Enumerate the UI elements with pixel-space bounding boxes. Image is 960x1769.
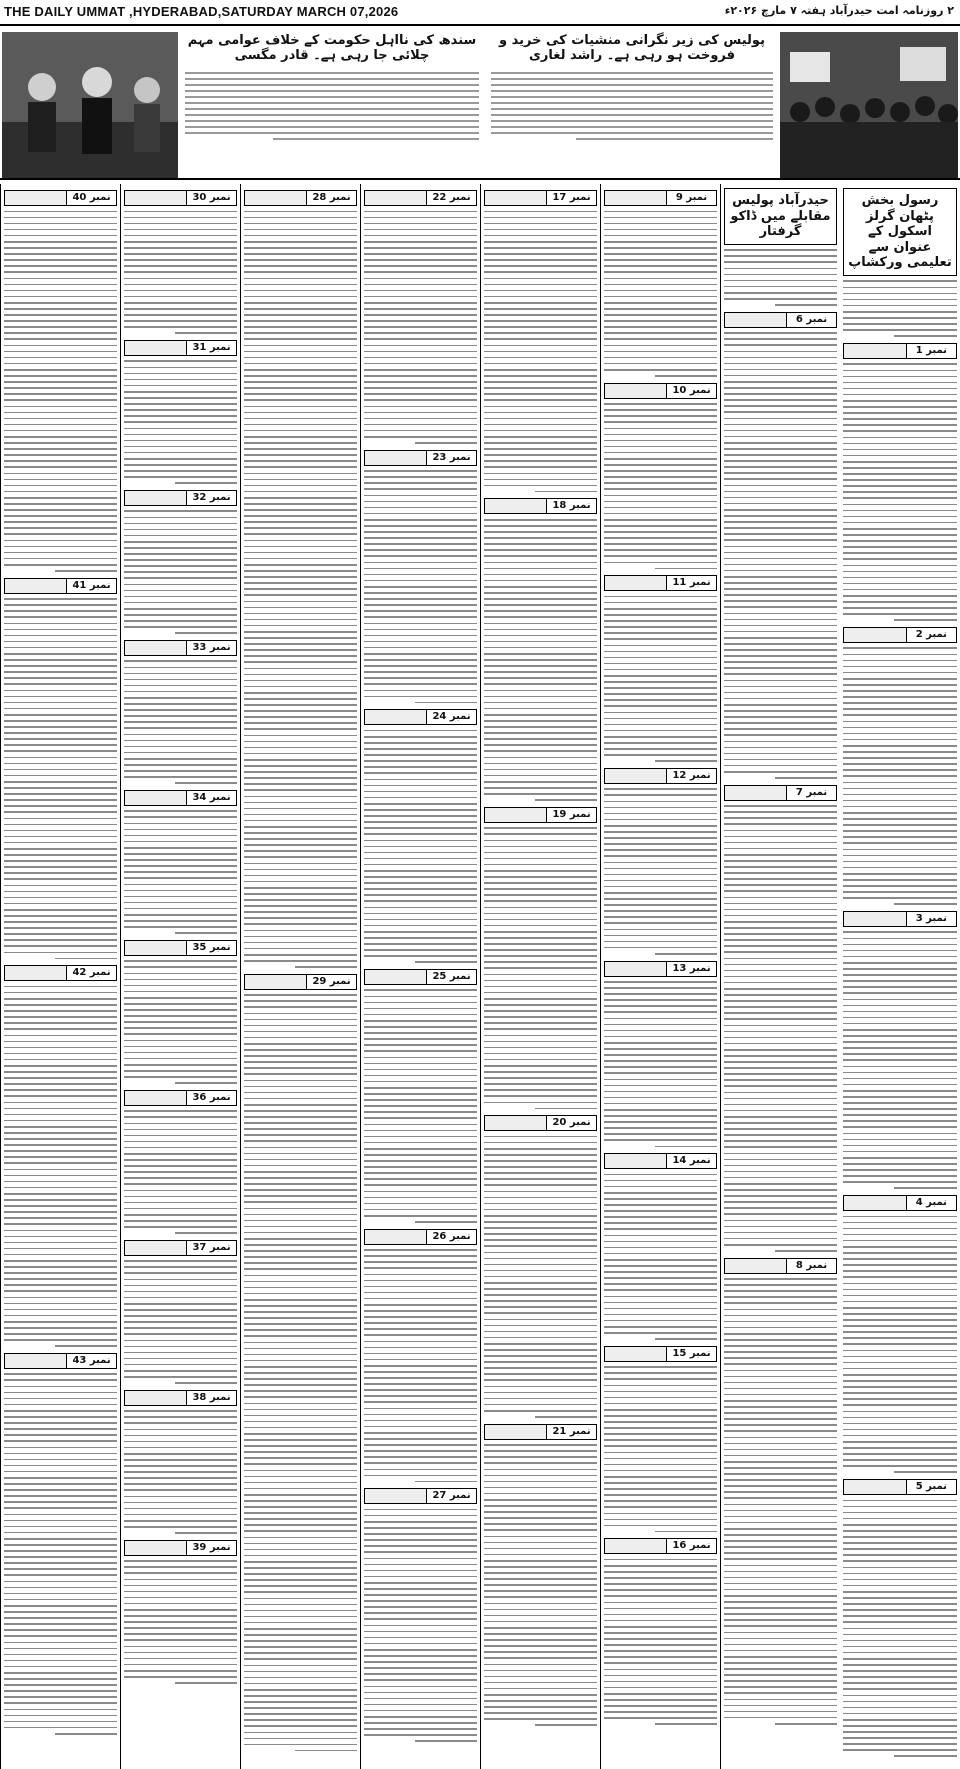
legal-notice [604, 190, 717, 377]
legal-notice [604, 1346, 717, 1533]
notice-number-tag [484, 498, 597, 514]
notice-court-label [365, 970, 426, 984]
notice-number: نمبر 9 [666, 191, 716, 205]
notice-body-text [124, 510, 237, 633]
masthead-title-urdu: ۲ روزنامہ امت حیدرآباد ہفتہ ۷ مارچ ۲۰۲۶ء [724, 4, 954, 17]
notice-number: نمبر 28 [306, 191, 356, 205]
notice-columns [0, 184, 960, 1769]
notice-body-text [124, 1260, 237, 1383]
notice-body-text [364, 1509, 477, 1742]
notice-number-tag [364, 709, 477, 725]
notice-number: نمبر 26 [426, 1230, 476, 1244]
notice-number-tag [604, 1538, 717, 1554]
legal-notice [604, 1538, 717, 1725]
photo-image-icon [2, 32, 178, 178]
notice-number-tag [124, 1540, 237, 1556]
masthead-title-english: THE DAILY UMMAT ,HYDERABAD,SATURDAY MARCH 07,2026 [4, 4, 399, 19]
masthead-bar [0, 0, 960, 26]
top-story-left [182, 32, 482, 178]
notice-number-tag [604, 575, 717, 591]
legal-notice [484, 1424, 597, 1726]
notice-court-label [365, 191, 426, 205]
notice-court-label [365, 451, 426, 465]
notice-number-tag [604, 190, 717, 206]
column-headline-box [843, 188, 957, 276]
notice-number: نمبر 31 [186, 341, 236, 355]
notice-court-label [125, 791, 186, 805]
notice-number-tag [604, 961, 717, 977]
notice-body-text [364, 989, 477, 1222]
notice-number: نمبر 42 [66, 966, 116, 980]
notice-number: نمبر 3 [906, 912, 956, 926]
notice-body-text [124, 1560, 237, 1683]
notice-number: نمبر 4 [906, 1196, 956, 1210]
notice-number-tag [124, 940, 237, 956]
notice-body-text [484, 1444, 597, 1726]
notice-number-tag [124, 190, 237, 206]
notice-body-text [4, 211, 117, 572]
notice-number-tag [244, 974, 357, 990]
notice-number-tag [604, 1153, 717, 1169]
notice-number: نمبر 36 [186, 1091, 236, 1105]
notice-number-tag [244, 190, 357, 206]
notice-number-tag [843, 627, 957, 643]
notice-number: نمبر 2 [906, 628, 956, 642]
notice-body-text [604, 1174, 717, 1340]
notice-body-text [364, 470, 477, 703]
notice-number: نمبر 37 [186, 1241, 236, 1255]
legal-notice [124, 340, 237, 484]
notice-number-tag [364, 1229, 477, 1245]
notice-number-tag [124, 640, 237, 656]
legal-notice [364, 1229, 477, 1483]
legal-notice [124, 1540, 237, 1684]
notice-court-label [725, 786, 786, 800]
notice-number: نمبر 12 [666, 769, 716, 783]
legal-notice [364, 709, 477, 963]
legal-notice [843, 1479, 957, 1757]
legal-notice [843, 343, 957, 621]
notice-body-text [484, 519, 597, 801]
notice-body-text [364, 1249, 477, 1482]
legal-notice [484, 807, 597, 1109]
legal-notice [124, 190, 237, 334]
notice-body-text [843, 647, 957, 905]
notice-column [120, 184, 240, 1769]
notice-court-label [125, 491, 186, 505]
notice-body-text [484, 211, 597, 493]
notice-number: نمبر 39 [186, 1541, 236, 1555]
notice-court-label [844, 628, 906, 642]
notice-column [480, 184, 600, 1769]
notice-body-text [4, 986, 117, 1347]
notice-body-text [604, 1366, 717, 1532]
legal-notice [364, 969, 477, 1223]
notice-court-label [485, 191, 546, 205]
notice-number-tag [843, 1195, 957, 1211]
column-headline: حیدرآباد پولیس مقابلے میں ڈاکو گرفتار [730, 193, 831, 240]
notice-number: نمبر 27 [426, 1489, 476, 1503]
notice-body-text [484, 1136, 597, 1418]
notice-body-text [244, 994, 357, 1751]
notice-number-tag [484, 1115, 597, 1131]
legal-notice [364, 1488, 477, 1742]
notice-court-label [125, 1391, 186, 1405]
notice-court-label [5, 191, 66, 205]
notice-number: نمبر 13 [666, 962, 716, 976]
notice-court-label [844, 344, 906, 358]
legal-notice [4, 578, 117, 960]
legal-notice [604, 768, 717, 955]
notice-body-text [604, 596, 717, 762]
notice-number: نمبر 8 [786, 1259, 836, 1273]
notice-court-label [245, 975, 306, 989]
notice-court-label [125, 1541, 186, 1555]
notice-number-tag [124, 340, 237, 356]
legal-notice [124, 490, 237, 634]
notice-number-tag [4, 965, 117, 981]
notice-number: نمبر 15 [666, 1347, 716, 1361]
notice-body-text [724, 332, 837, 778]
legal-notice [124, 790, 237, 934]
notice-number: نمبر 24 [426, 710, 476, 724]
legal-notice [124, 1390, 237, 1534]
news-photo-left [2, 32, 178, 178]
notice-number-tag [604, 768, 717, 784]
notice-body-text [124, 660, 237, 783]
notice-court-label [605, 962, 666, 976]
notice-number: نمبر 14 [666, 1154, 716, 1168]
notice-body-text [724, 805, 837, 1251]
column-headline: رسول بخش پٹھان گرلز اسکول کے عنوان سے تعلیمی ورکشاپ [848, 193, 952, 271]
notice-number-tag [724, 1258, 837, 1274]
top-news-band [0, 30, 960, 180]
legal-notice [724, 312, 837, 779]
notice-body-text [484, 827, 597, 1109]
notice-number: نمبر 25 [426, 970, 476, 984]
notice-number-tag [484, 1424, 597, 1440]
notice-column [840, 184, 960, 1769]
notice-column [720, 184, 840, 1769]
notice-number-tag [124, 1090, 237, 1106]
notice-court-label [605, 1154, 666, 1168]
notice-court-label [605, 384, 666, 398]
notice-column [600, 184, 720, 1769]
legal-notice [843, 1195, 957, 1473]
notice-body-text [4, 598, 117, 959]
notice-number: نمبر 21 [546, 1425, 596, 1439]
notice-body-text [604, 788, 717, 954]
notice-body-text [604, 981, 717, 1147]
legal-notice [244, 190, 357, 968]
notice-court-label [5, 579, 66, 593]
notice-court-label [365, 1230, 426, 1244]
notice-number-tag [124, 490, 237, 506]
notice-body-text [604, 211, 717, 377]
notice-number: نمبر 29 [306, 975, 356, 989]
photo-image-icon [780, 32, 958, 178]
notice-number-tag [843, 911, 957, 927]
notice-number-tag [843, 343, 957, 359]
notice-court-label [844, 1196, 906, 1210]
notice-number-tag [4, 578, 117, 594]
notice-court-label [605, 769, 666, 783]
top-story-right [488, 32, 776, 178]
notice-number: نمبر 10 [666, 384, 716, 398]
notice-body-text [604, 403, 717, 569]
notice-court-label [485, 808, 546, 822]
notice-number-tag [4, 190, 117, 206]
top-story-title: سندھ کی نااہل حکومت کے خلاف عوامی مہم چلائی جا رہی ہے۔ قادر مگسی [187, 33, 477, 63]
notice-number: نمبر 19 [546, 808, 596, 822]
legal-notice [364, 450, 477, 704]
notice-number-tag [843, 1479, 957, 1495]
top-story-title: پولیس کی زیر نگرانی منشیات کی خرید و فروخت ہو رہی ہے۔ راشد لغاری [499, 33, 765, 63]
legal-notice [364, 190, 477, 444]
notice-number-tag [364, 1488, 477, 1504]
legal-notice [124, 640, 237, 784]
notice-number: نمبر 11 [666, 576, 716, 590]
notice-court-label [125, 1241, 186, 1255]
legal-notice [604, 1153, 717, 1340]
notice-court-label [485, 499, 546, 513]
notice-number-tag [364, 190, 477, 206]
notice-number: نمبر 34 [186, 791, 236, 805]
notice-number: نمبر 33 [186, 641, 236, 655]
notice-number-tag [724, 312, 837, 328]
notice-body-text [4, 1373, 117, 1734]
column-headline-box [724, 188, 837, 245]
notice-number-tag [4, 1353, 117, 1369]
notice-court-label [725, 313, 786, 327]
notice-number-tag [484, 190, 597, 206]
notice-body-text [124, 810, 237, 933]
notice-number-tag [484, 807, 597, 823]
notice-body-text [843, 931, 957, 1189]
notice-body-text [724, 1278, 837, 1724]
notice-column [240, 184, 360, 1769]
notice-number: نمبر 40 [66, 191, 116, 205]
legal-notice [124, 1240, 237, 1384]
notice-number-tag [364, 969, 477, 985]
notice-body-text [124, 211, 237, 334]
notice-court-label [125, 191, 186, 205]
notice-body-text [364, 730, 477, 963]
notice-court-label [125, 641, 186, 655]
notice-number: نمبر 35 [186, 941, 236, 955]
legal-notice [124, 1090, 237, 1234]
legal-notice [4, 1353, 117, 1735]
notice-body-text [843, 1500, 957, 1758]
notice-court-label [605, 576, 666, 590]
notice-number: نمبر 41 [66, 579, 116, 593]
notice-court-label [125, 941, 186, 955]
notice-court-label [725, 1259, 786, 1273]
notice-number: نمبر 43 [66, 1354, 116, 1368]
notice-court-label [245, 191, 306, 205]
notice-court-label [485, 1425, 546, 1439]
notice-court-label [5, 1354, 66, 1368]
notice-column [0, 184, 120, 1769]
notice-court-label [605, 191, 666, 205]
legal-notice [484, 498, 597, 800]
notice-body-text [124, 960, 237, 1083]
notice-number: نمبر 30 [186, 191, 236, 205]
notice-body-text [843, 363, 957, 621]
legal-notice [724, 1258, 837, 1725]
notice-number: نمبر 22 [426, 191, 476, 205]
notice-court-label [5, 966, 66, 980]
notice-number-tag [124, 790, 237, 806]
notice-number-tag [604, 1346, 717, 1362]
notice-court-label [365, 710, 426, 724]
notice-number-tag [364, 450, 477, 466]
notice-body-text [604, 1559, 717, 1725]
legal-notice [724, 785, 837, 1252]
notice-court-label [125, 341, 186, 355]
notice-court-label [485, 1116, 546, 1130]
notice-number: نمبر 20 [546, 1116, 596, 1130]
notice-number-tag [124, 1240, 237, 1256]
legal-notice [244, 974, 357, 1752]
legal-notice [604, 575, 717, 762]
notice-number: نمبر 38 [186, 1391, 236, 1405]
notice-number: نمبر 5 [906, 1480, 956, 1494]
notice-number: نمبر 32 [186, 491, 236, 505]
notice-court-label [605, 1539, 666, 1553]
notice-number: نمبر 6 [786, 313, 836, 327]
notice-number: نمبر 16 [666, 1539, 716, 1553]
notice-number: نمبر 1 [906, 344, 956, 358]
legal-notice [124, 940, 237, 1084]
notice-court-label [844, 912, 906, 926]
notice-number-tag [124, 1390, 237, 1406]
notice-number-tag [724, 785, 837, 801]
legal-notice [4, 190, 117, 572]
notice-body-text [244, 211, 357, 968]
notice-number: نمبر 23 [426, 451, 476, 465]
legal-notice [604, 383, 717, 570]
legal-notice [4, 965, 117, 1347]
legal-notice [484, 190, 597, 492]
notice-body-text [124, 1110, 237, 1233]
notice-court-label [605, 1347, 666, 1361]
legal-notice [484, 1115, 597, 1417]
notice-number-tag [604, 383, 717, 399]
legal-notice [843, 627, 957, 905]
notice-court-label [125, 1091, 186, 1105]
notice-number: نمبر 18 [546, 499, 596, 513]
notice-body-text [843, 1216, 957, 1474]
notice-number: نمبر 7 [786, 786, 836, 800]
notice-court-label [365, 1489, 426, 1503]
notice-court-label [844, 1480, 906, 1494]
notice-body-text [124, 360, 237, 483]
notice-number: نمبر 17 [546, 191, 596, 205]
legal-notice [843, 911, 957, 1189]
news-photo-right [780, 32, 958, 178]
legal-notice [604, 961, 717, 1148]
notice-column [360, 184, 480, 1769]
notice-body-text [124, 1410, 237, 1533]
notice-body-text [364, 211, 477, 444]
